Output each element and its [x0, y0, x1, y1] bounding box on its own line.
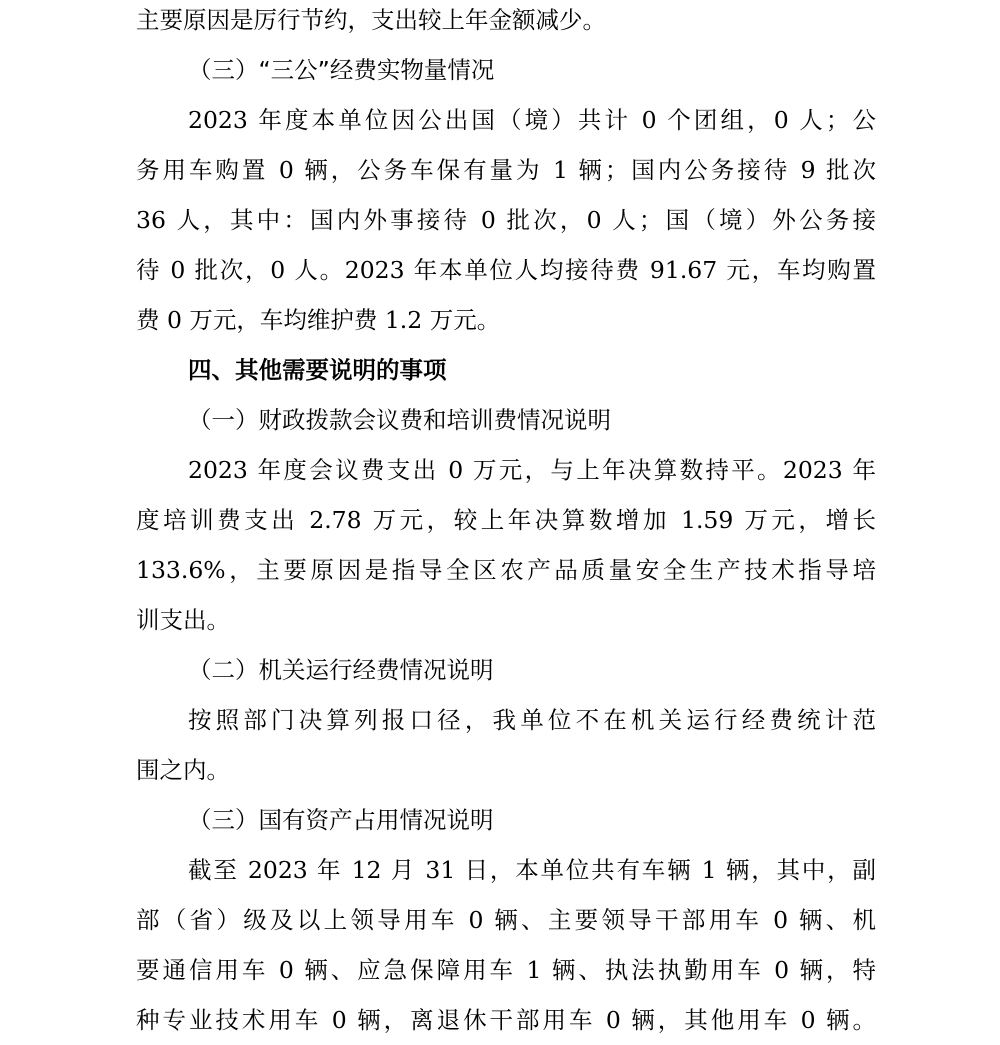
- paragraph-line: 种专业技术用车 0 辆，离退休干部用车 0 辆，其他用车 0 辆。: [136, 1006, 876, 1034]
- subsection-heading-official-expenses-quantity: （三）“三公”经费实物量情况: [188, 56, 495, 84]
- subsection-heading-meeting-training: （一）财政拨款会议费和培训费情况说明: [188, 406, 611, 434]
- paragraph-line: 部（省）级及以上领导用车 0 辆、主要领导干部用车 0 辆、机: [136, 906, 876, 934]
- paragraph-line: 度培训费支出 2.78 万元，较上年决算数增加 1.59 万元，增长: [136, 506, 876, 534]
- paragraph-line: 主要原因是厉行节约，支出较上年金额减少。: [136, 6, 606, 34]
- paragraph-line: 务用车购置 0 辆，公务车保有量为 1 辆；国内公务接待 9 批次: [136, 156, 876, 184]
- paragraph-line: 2023 年度会议费支出 0 万元，与上年决算数持平。2023 年: [188, 456, 876, 484]
- paragraph-line: 训支出。: [136, 606, 230, 634]
- subsection-heading-state-assets: （三）国有资产占用情况说明: [188, 806, 494, 834]
- paragraph-line: 待 0 批次，0 人。2023 年本单位人均接待费 91.67 元，车均购置: [136, 256, 876, 284]
- subsection-heading-operating-expenses: （二）机关运行经费情况说明: [188, 656, 494, 684]
- paragraph-line: 2023 年度本单位因公出国（境）共计 0 个团组，0 人；公: [188, 106, 876, 134]
- paragraph-line: 133.6%，主要原因是指导全区农产品质量安全生产技术指导培: [136, 556, 876, 584]
- paragraph-line: 截至 2023 年 12 月 31 日，本单位共有车辆 1 辆，其中，副: [188, 856, 876, 884]
- paragraph-line: 围之内。: [136, 756, 230, 784]
- paragraph-line: 要通信用车 0 辆、应急保障用车 1 辆、执法执勤用车 0 辆，特: [136, 956, 876, 984]
- paragraph-line: 36 人，其中：国内外事接待 0 批次，0 人；国（境）外公务接: [136, 206, 876, 234]
- section-heading-other-matters: 四、其他需要说明的事项: [188, 356, 447, 384]
- paragraph-line: 费 0 万元，车均维护费 1.2 万元。: [136, 306, 501, 334]
- paragraph-line: 按照部门决算列报口径，我单位不在机关运行经费统计范: [188, 706, 876, 734]
